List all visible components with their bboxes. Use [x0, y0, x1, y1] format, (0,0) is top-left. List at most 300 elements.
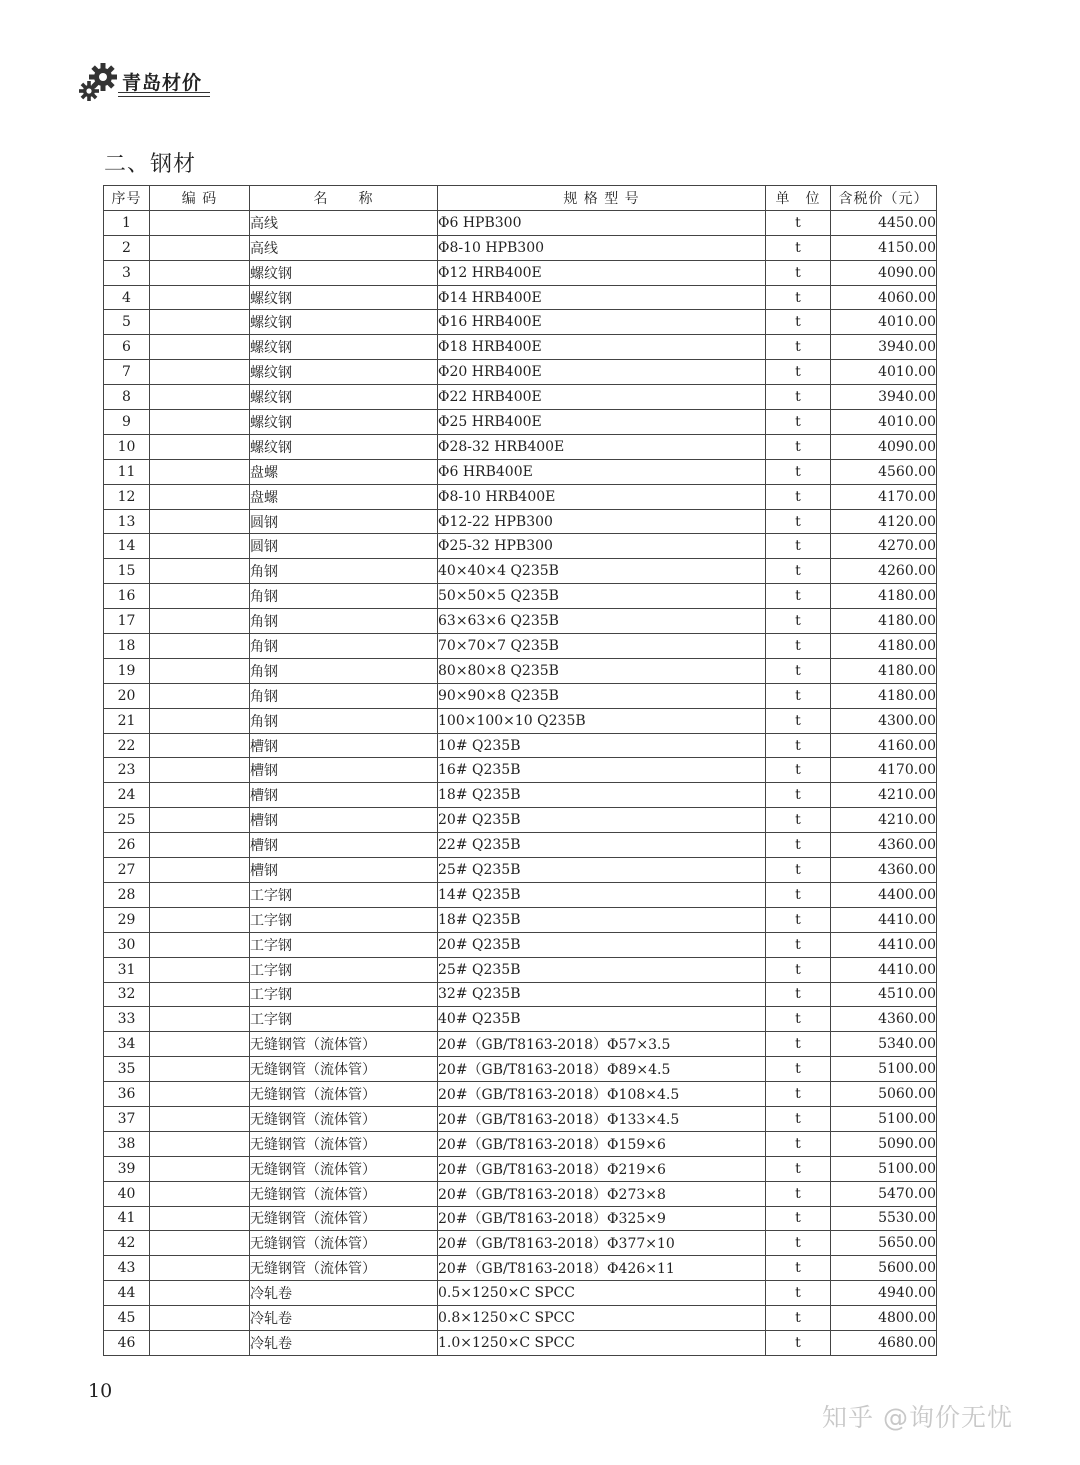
table-row [104, 1231, 937, 1256]
table-row [104, 285, 937, 310]
cell-price: 4940.00 [831, 1281, 937, 1306]
cell-seq: 5 [104, 310, 150, 335]
cell-code [150, 484, 250, 509]
cell-seq: 7 [104, 360, 150, 385]
cell-spec: 16# Q235B [438, 758, 766, 783]
cell-code [150, 957, 250, 982]
cell-name: 无缝钢管（流体管） [250, 1131, 438, 1156]
cell-seq: 38 [104, 1131, 150, 1156]
cell-unit: t [766, 285, 831, 310]
cell-spec: Φ25-32 HPB300 [438, 534, 766, 559]
cell-unit: t [766, 1281, 831, 1306]
cell-seq: 30 [104, 932, 150, 957]
cell-unit: t [766, 1206, 831, 1231]
table-row [104, 957, 937, 982]
cell-unit: t [766, 1256, 831, 1281]
gear-icon [78, 60, 122, 104]
cell-price: 5100.00 [831, 1106, 937, 1131]
cell-name: 盘螺 [250, 459, 438, 484]
cell-seq: 21 [104, 708, 150, 733]
table-row [104, 658, 937, 683]
steel-price-table [103, 185, 937, 1356]
table-row [104, 434, 937, 459]
cell-spec: 25# Q235B [438, 957, 766, 982]
cell-seq: 24 [104, 783, 150, 808]
cell-name: 螺纹钢 [250, 310, 438, 335]
cell-seq: 33 [104, 1007, 150, 1032]
cell-price: 5530.00 [831, 1206, 937, 1231]
cell-name: 螺纹钢 [250, 434, 438, 459]
cell-code [150, 385, 250, 410]
cell-unit: t [766, 410, 831, 435]
cell-spec: 80×80×8 Q235B [438, 658, 766, 683]
cell-price: 4410.00 [831, 932, 937, 957]
table-row [104, 733, 937, 758]
table-row [104, 1106, 937, 1131]
table-header-row [104, 186, 937, 211]
cell-name: 槽钢 [250, 833, 438, 858]
cell-name: 螺纹钢 [250, 360, 438, 385]
header-spec: 规 格 型 号 [438, 186, 766, 211]
cell-unit: t [766, 758, 831, 783]
cell-price: 4270.00 [831, 534, 937, 559]
cell-seq: 12 [104, 484, 150, 509]
cell-seq: 39 [104, 1156, 150, 1181]
cell-price: 3940.00 [831, 385, 937, 410]
table-row [104, 509, 937, 534]
cell-spec: 14# Q235B [438, 882, 766, 907]
cell-price: 4090.00 [831, 260, 937, 285]
brand-title: 青岛材价 [122, 72, 203, 94]
cell-code [150, 1206, 250, 1231]
cell-seq: 14 [104, 534, 150, 559]
cell-unit: t [766, 534, 831, 559]
cell-seq: 9 [104, 410, 150, 435]
cell-price: 4560.00 [831, 459, 937, 484]
cell-name: 工字钢 [250, 957, 438, 982]
cell-name: 工字钢 [250, 982, 438, 1007]
cell-price: 4300.00 [831, 708, 937, 733]
cell-spec: Φ25 HRB400E [438, 410, 766, 435]
cell-unit: t [766, 1131, 831, 1156]
cell-spec: 20# Q235B [438, 932, 766, 957]
cell-name: 高线 [250, 235, 438, 260]
cell-spec: 20#（GB/T8163-2018）Φ89×4.5 [438, 1057, 766, 1082]
cell-spec: Φ18 HRB400E [438, 335, 766, 360]
cell-name: 螺纹钢 [250, 260, 438, 285]
cell-unit: t [766, 1032, 831, 1057]
cell-spec: 0.8×1250×C SPCC [438, 1306, 766, 1331]
cell-unit: t [766, 609, 831, 634]
cell-price: 4090.00 [831, 434, 937, 459]
page-header [78, 60, 213, 104]
cell-price: 4010.00 [831, 410, 937, 435]
cell-code [150, 833, 250, 858]
cell-code [150, 634, 250, 659]
cell-unit: t [766, 260, 831, 285]
cell-spec: 20#（GB/T8163-2018）Φ426×11 [438, 1256, 766, 1281]
cell-code [150, 683, 250, 708]
cell-unit: t [766, 509, 831, 534]
cell-spec: 40×40×4 Q235B [438, 559, 766, 584]
table-row [104, 907, 937, 932]
cell-name: 角钢 [250, 658, 438, 683]
cell-seq: 18 [104, 634, 150, 659]
cell-seq: 16 [104, 584, 150, 609]
cell-spec: Φ6 HRB400E [438, 459, 766, 484]
table-row [104, 932, 937, 957]
cell-code [150, 1281, 250, 1306]
cell-name: 无缝钢管（流体管） [250, 1256, 438, 1281]
cell-price: 4180.00 [831, 683, 937, 708]
cell-code [150, 609, 250, 634]
cell-name: 螺纹钢 [250, 385, 438, 410]
cell-unit: t [766, 434, 831, 459]
cell-name: 槽钢 [250, 758, 438, 783]
cell-spec: 20#（GB/T8163-2018）Φ219×6 [438, 1156, 766, 1181]
cell-name: 无缝钢管（流体管） [250, 1206, 438, 1231]
cell-code [150, 1156, 250, 1181]
cell-seq: 42 [104, 1231, 150, 1256]
cell-seq: 32 [104, 982, 150, 1007]
cell-unit: t [766, 335, 831, 360]
cell-price: 5060.00 [831, 1082, 937, 1107]
cell-name: 无缝钢管（流体管） [250, 1057, 438, 1082]
cell-code [150, 1231, 250, 1256]
cell-name: 无缝钢管（流体管） [250, 1082, 438, 1107]
table-row [104, 1032, 937, 1057]
cell-price: 5650.00 [831, 1231, 937, 1256]
table-row [104, 758, 937, 783]
header-name: 名 称 [250, 186, 438, 211]
cell-spec: Φ12 HRB400E [438, 260, 766, 285]
cell-spec: 20#（GB/T8163-2018）Φ159×6 [438, 1131, 766, 1156]
cell-price: 4010.00 [831, 360, 937, 385]
cell-seq: 44 [104, 1281, 150, 1306]
cell-seq: 15 [104, 559, 150, 584]
cell-spec: 32# Q235B [438, 982, 766, 1007]
cell-code [150, 210, 250, 235]
cell-unit: t [766, 733, 831, 758]
cell-price: 5100.00 [831, 1156, 937, 1181]
cell-code [150, 858, 250, 883]
cell-name: 圆钢 [250, 509, 438, 534]
cell-unit: t [766, 708, 831, 733]
header-rule [118, 96, 210, 97]
cell-spec: 40# Q235B [438, 1007, 766, 1032]
cell-code [150, 783, 250, 808]
table-row [104, 310, 937, 335]
cell-price: 4210.00 [831, 783, 937, 808]
cell-unit: t [766, 634, 831, 659]
cell-spec: 18# Q235B [438, 907, 766, 932]
cell-code [150, 708, 250, 733]
cell-code [150, 1057, 250, 1082]
cell-price: 4160.00 [831, 733, 937, 758]
cell-price: 4180.00 [831, 634, 937, 659]
cell-name: 螺纹钢 [250, 335, 438, 360]
cell-unit: t [766, 882, 831, 907]
header-price: 含税价（元） [831, 186, 937, 211]
cell-name: 无缝钢管（流体管） [250, 1181, 438, 1206]
cell-unit: t [766, 1330, 831, 1355]
cell-unit: t [766, 833, 831, 858]
table-row [104, 1181, 937, 1206]
table-row [104, 882, 937, 907]
table-row [104, 634, 937, 659]
cell-code [150, 584, 250, 609]
cell-name: 角钢 [250, 634, 438, 659]
table-row [104, 235, 937, 260]
cell-unit: t [766, 1181, 831, 1206]
cell-code [150, 260, 250, 285]
cell-code [150, 982, 250, 1007]
cell-spec: Φ14 HRB400E [438, 285, 766, 310]
cell-code [150, 1032, 250, 1057]
cell-spec: 25# Q235B [438, 858, 766, 883]
cell-price: 4120.00 [831, 509, 937, 534]
cell-spec: 18# Q235B [438, 783, 766, 808]
table-row [104, 484, 937, 509]
cell-name: 无缝钢管（流体管） [250, 1156, 438, 1181]
cell-spec: 20#（GB/T8163-2018）Φ273×8 [438, 1181, 766, 1206]
cell-seq: 8 [104, 385, 150, 410]
cell-spec: 22# Q235B [438, 833, 766, 858]
cell-code [150, 360, 250, 385]
cell-seq: 23 [104, 758, 150, 783]
cell-seq: 43 [104, 1256, 150, 1281]
cell-seq: 34 [104, 1032, 150, 1057]
cell-price: 4410.00 [831, 907, 937, 932]
cell-spec: 70×70×7 Q235B [438, 634, 766, 659]
cell-code [150, 907, 250, 932]
cell-unit: t [766, 1231, 831, 1256]
cell-code [150, 285, 250, 310]
cell-unit: t [766, 808, 831, 833]
cell-price: 5600.00 [831, 1256, 937, 1281]
cell-name: 工字钢 [250, 932, 438, 957]
cell-unit: t [766, 932, 831, 957]
cell-code [150, 808, 250, 833]
cell-code [150, 310, 250, 335]
cell-code [150, 335, 250, 360]
cell-code [150, 559, 250, 584]
cell-code [150, 509, 250, 534]
cell-spec: Φ22 HRB400E [438, 385, 766, 410]
cell-unit: t [766, 559, 831, 584]
cell-seq: 46 [104, 1330, 150, 1355]
cell-seq: 29 [104, 907, 150, 932]
cell-price: 4360.00 [831, 1007, 937, 1032]
table-row [104, 210, 937, 235]
cell-name: 无缝钢管（流体管） [250, 1032, 438, 1057]
cell-unit: t [766, 235, 831, 260]
cell-code [150, 434, 250, 459]
cell-unit: t [766, 310, 831, 335]
cell-seq: 35 [104, 1057, 150, 1082]
cell-price: 4180.00 [831, 609, 937, 634]
table-row [104, 858, 937, 883]
cell-unit: t [766, 584, 831, 609]
cell-unit: t [766, 907, 831, 932]
table-row [104, 1007, 937, 1032]
cell-spec: 100×100×10 Q235B [438, 708, 766, 733]
cell-unit: t [766, 385, 831, 410]
cell-spec: 1.0×1250×C SPCC [438, 1330, 766, 1355]
cell-seq: 27 [104, 858, 150, 883]
cell-unit: t [766, 484, 831, 509]
cell-unit: t [766, 783, 831, 808]
cell-price: 4170.00 [831, 758, 937, 783]
table-row [104, 609, 937, 634]
cell-name: 角钢 [250, 683, 438, 708]
cell-name: 工字钢 [250, 907, 438, 932]
header-rule [118, 92, 210, 93]
cell-name: 冷轧卷 [250, 1281, 438, 1306]
cell-spec: 20#（GB/T8163-2018）Φ108×4.5 [438, 1082, 766, 1107]
cell-spec: 20#（GB/T8163-2018）Φ133×4.5 [438, 1106, 766, 1131]
header-unit: 单 位 [766, 186, 831, 211]
cell-seq: 41 [104, 1206, 150, 1231]
cell-name: 槽钢 [250, 733, 438, 758]
cell-price: 5090.00 [831, 1131, 937, 1156]
cell-seq: 17 [104, 609, 150, 634]
cell-spec: Φ20 HRB400E [438, 360, 766, 385]
section-title: 二、钢材 [104, 152, 197, 177]
cell-code [150, 758, 250, 783]
table-row [104, 1156, 937, 1181]
table-row [104, 1330, 937, 1355]
cell-spec: 90×90×8 Q235B [438, 683, 766, 708]
page-number: 10 [88, 1380, 113, 1402]
cell-price: 4400.00 [831, 882, 937, 907]
cell-spec: 10# Q235B [438, 733, 766, 758]
cell-name: 槽钢 [250, 858, 438, 883]
table-row [104, 982, 937, 1007]
cell-unit: t [766, 1156, 831, 1181]
cell-code [150, 235, 250, 260]
cell-price: 4010.00 [831, 310, 937, 335]
cell-name: 角钢 [250, 609, 438, 634]
cell-unit: t [766, 1007, 831, 1032]
cell-price: 4060.00 [831, 285, 937, 310]
cell-unit: t [766, 1057, 831, 1082]
cell-seq: 40 [104, 1181, 150, 1206]
cell-name: 工字钢 [250, 1007, 438, 1032]
cell-price: 4180.00 [831, 658, 937, 683]
cell-unit: t [766, 683, 831, 708]
cell-spec: 20#（GB/T8163-2018）Φ57×3.5 [438, 1032, 766, 1057]
cell-code [150, 733, 250, 758]
cell-seq: 6 [104, 335, 150, 360]
cell-seq: 45 [104, 1306, 150, 1331]
cell-price: 4180.00 [831, 584, 937, 609]
cell-seq: 4 [104, 285, 150, 310]
cell-name: 槽钢 [250, 783, 438, 808]
cell-spec: 50×50×5 Q235B [438, 584, 766, 609]
table-row [104, 1057, 937, 1082]
cell-unit: t [766, 982, 831, 1007]
cell-code [150, 1082, 250, 1107]
cell-name: 角钢 [250, 708, 438, 733]
header-code: 编 码 [150, 186, 250, 211]
cell-code [150, 1256, 250, 1281]
cell-code [150, 932, 250, 957]
cell-spec: 20# Q235B [438, 808, 766, 833]
cell-seq: 20 [104, 683, 150, 708]
cell-code [150, 1181, 250, 1206]
cell-name: 工字钢 [250, 882, 438, 907]
table-row [104, 534, 937, 559]
cell-name: 高线 [250, 210, 438, 235]
cell-price: 4680.00 [831, 1330, 937, 1355]
table-row [104, 708, 937, 733]
cell-unit: t [766, 459, 831, 484]
cell-price: 4800.00 [831, 1306, 937, 1331]
cell-seq: 2 [104, 235, 150, 260]
cell-price: 4260.00 [831, 559, 937, 584]
cell-unit: t [766, 858, 831, 883]
table-row [104, 260, 937, 285]
cell-unit: t [766, 658, 831, 683]
cell-price: 4450.00 [831, 210, 937, 235]
table-row [104, 335, 937, 360]
table-row [104, 360, 937, 385]
cell-seq: 26 [104, 833, 150, 858]
cell-name: 冷轧卷 [250, 1306, 438, 1331]
cell-unit: t [766, 957, 831, 982]
cell-code [150, 534, 250, 559]
cell-code [150, 410, 250, 435]
table-row [104, 1206, 937, 1231]
cell-seq: 3 [104, 260, 150, 285]
table-row [104, 833, 937, 858]
cell-seq: 13 [104, 509, 150, 534]
cell-unit: t [766, 210, 831, 235]
cell-spec: Φ28-32 HRB400E [438, 434, 766, 459]
table-row [104, 783, 937, 808]
cell-unit: t [766, 1306, 831, 1331]
cell-seq: 10 [104, 434, 150, 459]
cell-seq: 1 [104, 210, 150, 235]
cell-spec: 20#（GB/T8163-2018）Φ325×9 [438, 1206, 766, 1231]
watermark: 知乎 @询价无忧 [822, 1403, 1013, 1432]
table-row [104, 1131, 937, 1156]
cell-unit: t [766, 360, 831, 385]
cell-price: 4510.00 [831, 982, 937, 1007]
cell-price: 5470.00 [831, 1181, 937, 1206]
cell-name: 角钢 [250, 584, 438, 609]
table-row [104, 1256, 937, 1281]
table-row [104, 808, 937, 833]
table-row [104, 459, 937, 484]
cell-price: 4210.00 [831, 808, 937, 833]
cell-seq: 19 [104, 658, 150, 683]
cell-code [150, 1007, 250, 1032]
table-row [104, 410, 937, 435]
cell-code [150, 882, 250, 907]
cell-seq: 37 [104, 1106, 150, 1131]
cell-seq: 11 [104, 459, 150, 484]
cell-price: 4360.00 [831, 833, 937, 858]
table-row [104, 1281, 937, 1306]
cell-price: 4170.00 [831, 484, 937, 509]
cell-seq: 36 [104, 1082, 150, 1107]
cell-unit: t [766, 1082, 831, 1107]
cell-seq: 31 [104, 957, 150, 982]
cell-name: 角钢 [250, 559, 438, 584]
cell-code [150, 459, 250, 484]
